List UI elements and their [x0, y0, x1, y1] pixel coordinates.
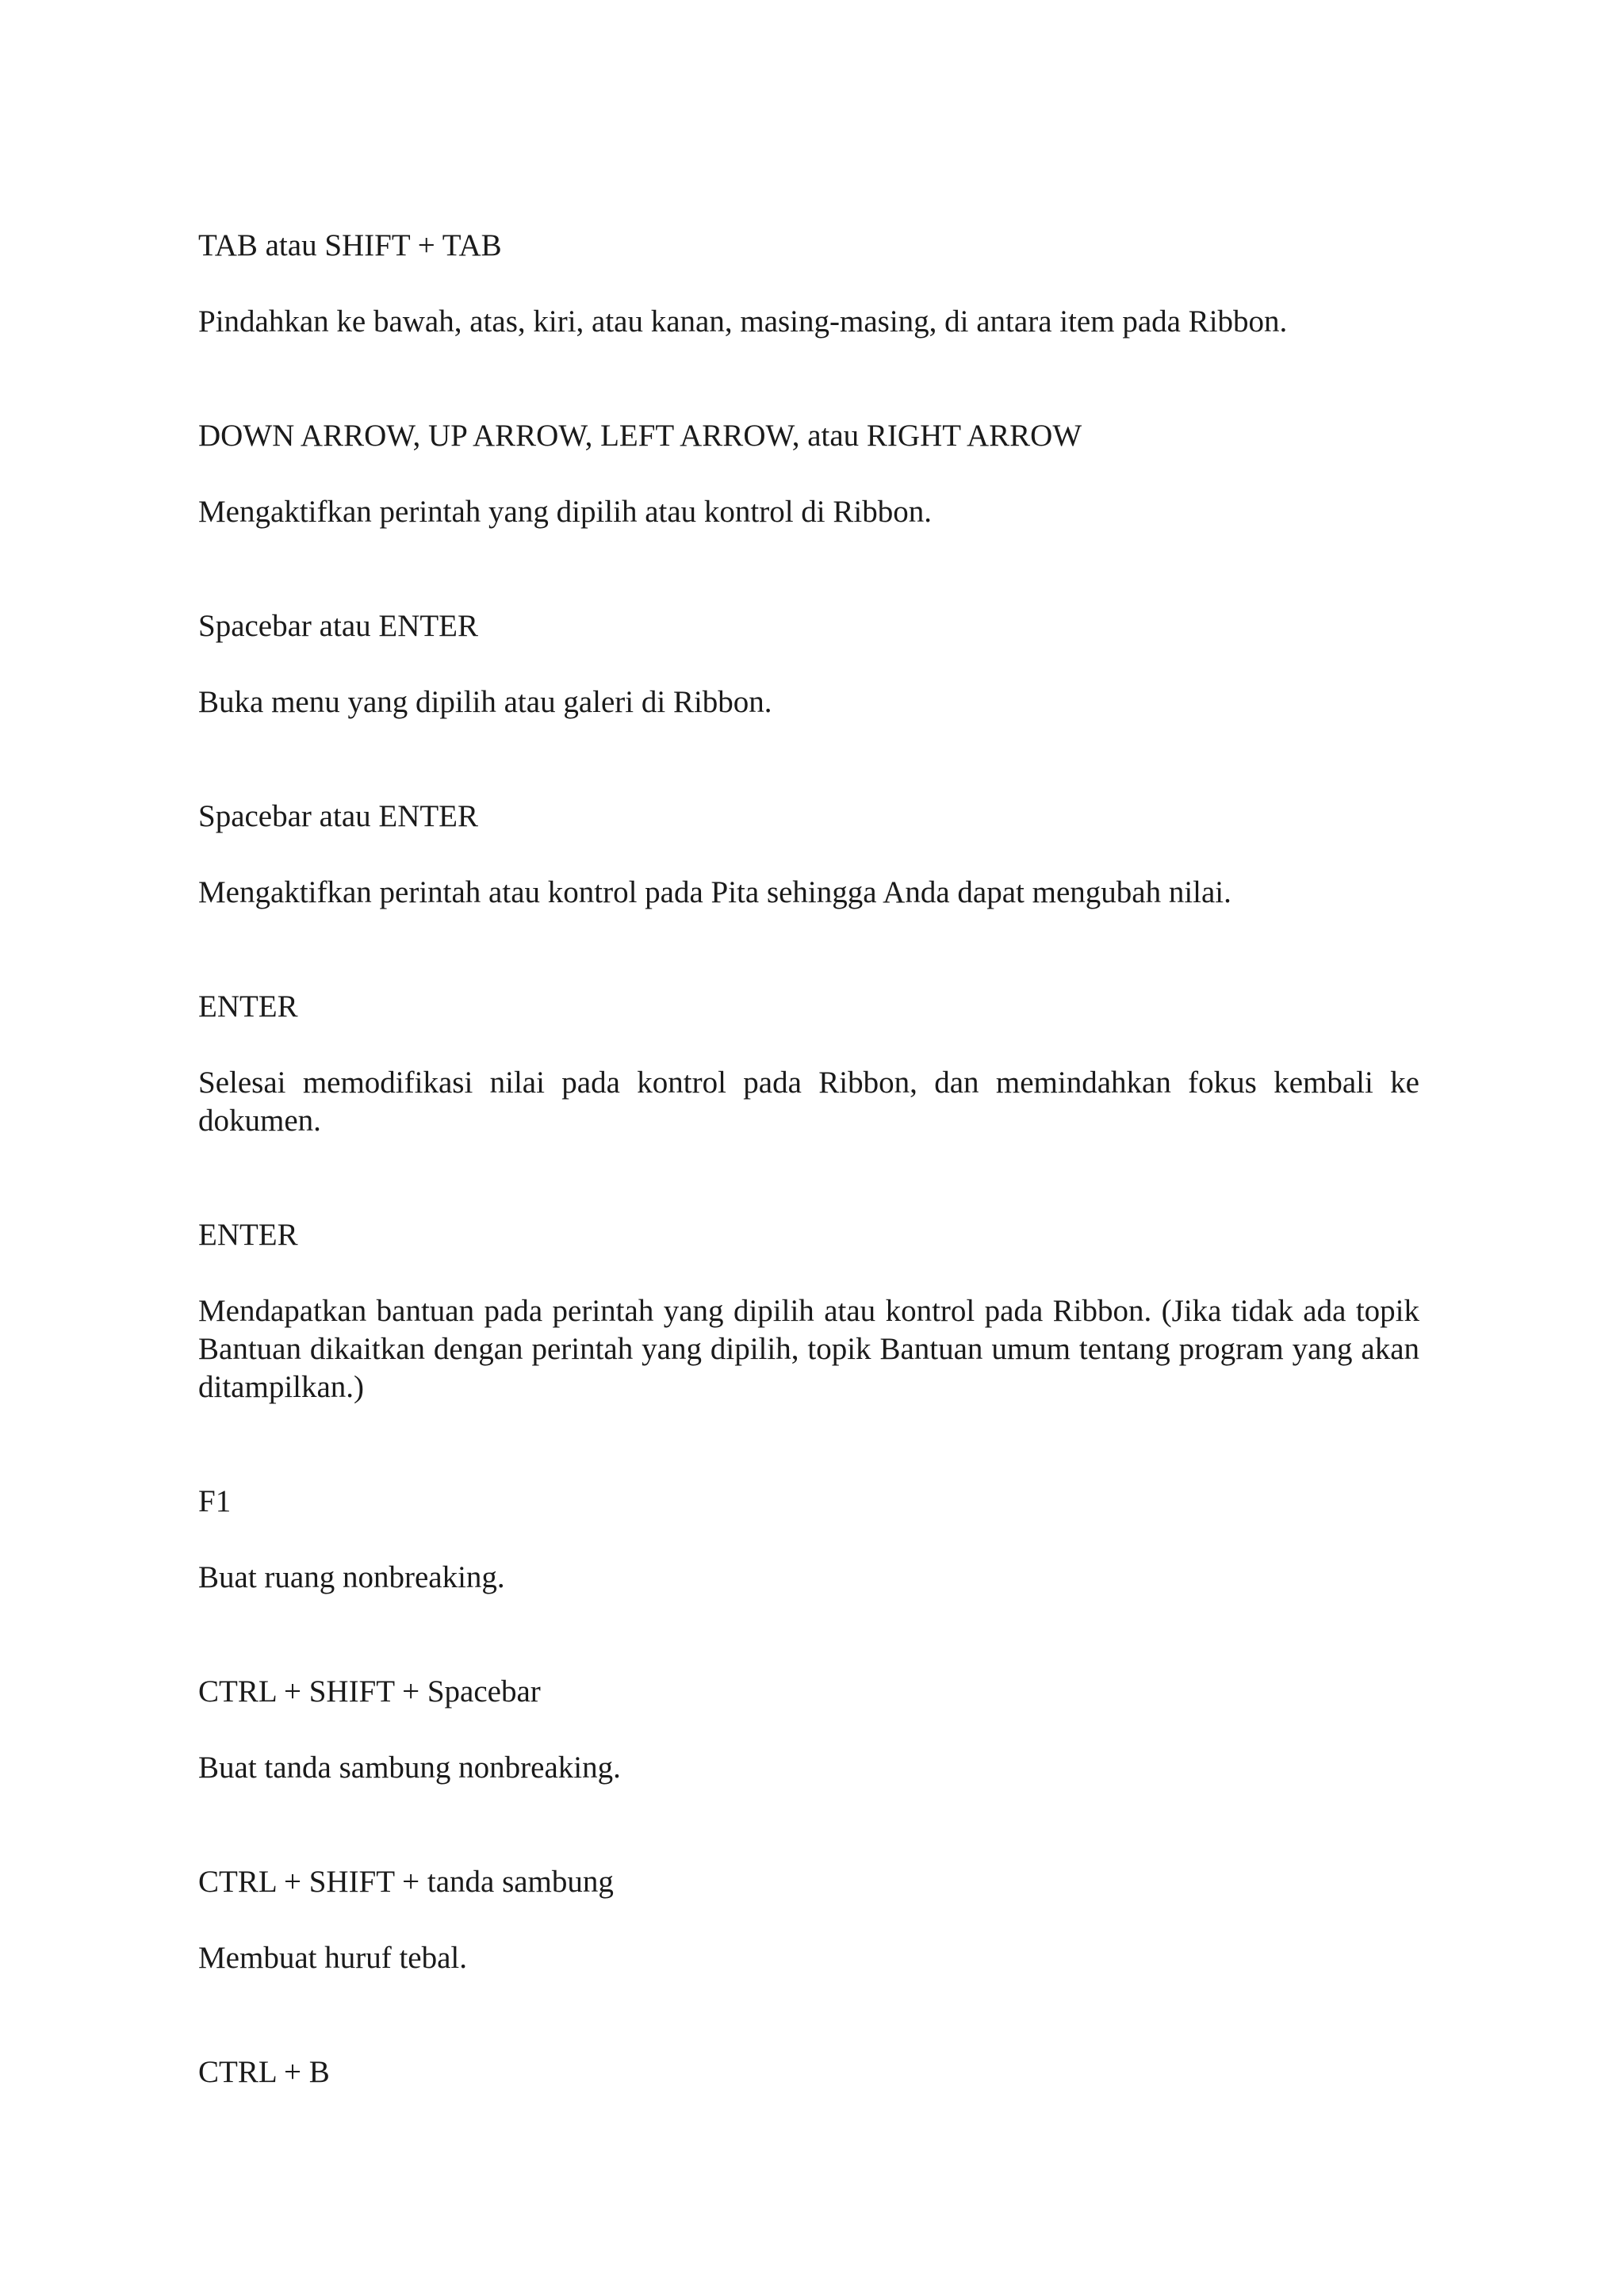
document-body — [198, 227, 1419, 2130]
shortcut-description: Mendapatkan bantuan pada perintah yang dipilih atau kontrol pada Ribbon. (Jika tidak ada topik Bantuan dikaitkan dengan perintah yang dipilih, topik Bantuan umum tentang program yang akan ditampilkan.) — [198, 1294, 1419, 1404]
shortcut-description: Pindahkan ke bawah, atas, kiri, atau kanan, masing-masing, di antara item pada Ribbon. — [198, 304, 1288, 339]
shortcut-key: CTRL + SHIFT + tanda sambung — [198, 1865, 614, 1899]
shortcut-description: Mengaktifkan perintah yang dipilih atau kontrol di Ribbon. — [198, 495, 932, 529]
shortcut-key: CTRL + B — [198, 2055, 330, 2089]
shortcut-key: TAB atau SHIFT + TAB — [198, 228, 502, 262]
shortcut-key: ENTER — [198, 1218, 298, 1252]
shortcut-key: Spacebar atau ENTER — [198, 609, 479, 643]
shortcut-key: F1 — [198, 1484, 232, 1518]
shortcut-description: Mengaktifkan perintah atau kontrol pada Pita sehingga Anda dapat mengubah nilai. — [198, 875, 1231, 909]
shortcut-description: Buka menu yang dipilih atau galeri di Ribbon. — [198, 685, 772, 719]
shortcut-key: CTRL + SHIFT + Spacebar — [198, 1674, 541, 1709]
shortcut-description: Membuat huruf tebal. — [198, 1941, 467, 1975]
shortcut-key: ENTER — [198, 989, 298, 1024]
shortcut-description: Buat ruang nonbreaking. — [198, 1560, 505, 1594]
shortcut-description: Selesai memodifikasi nilai pada kontrol pada Ribbon, dan memindahkan fokus kembali ke dokumen. — [198, 1066, 1419, 1138]
shortcut-key: DOWN ARROW, UP ARROW, LEFT ARROW, atau RIGHT ARROW — [198, 419, 1082, 453]
shortcut-description: Buat tanda sambung nonbreaking. — [198, 1751, 621, 1785]
shortcut-key: Spacebar atau ENTER — [198, 799, 479, 833]
